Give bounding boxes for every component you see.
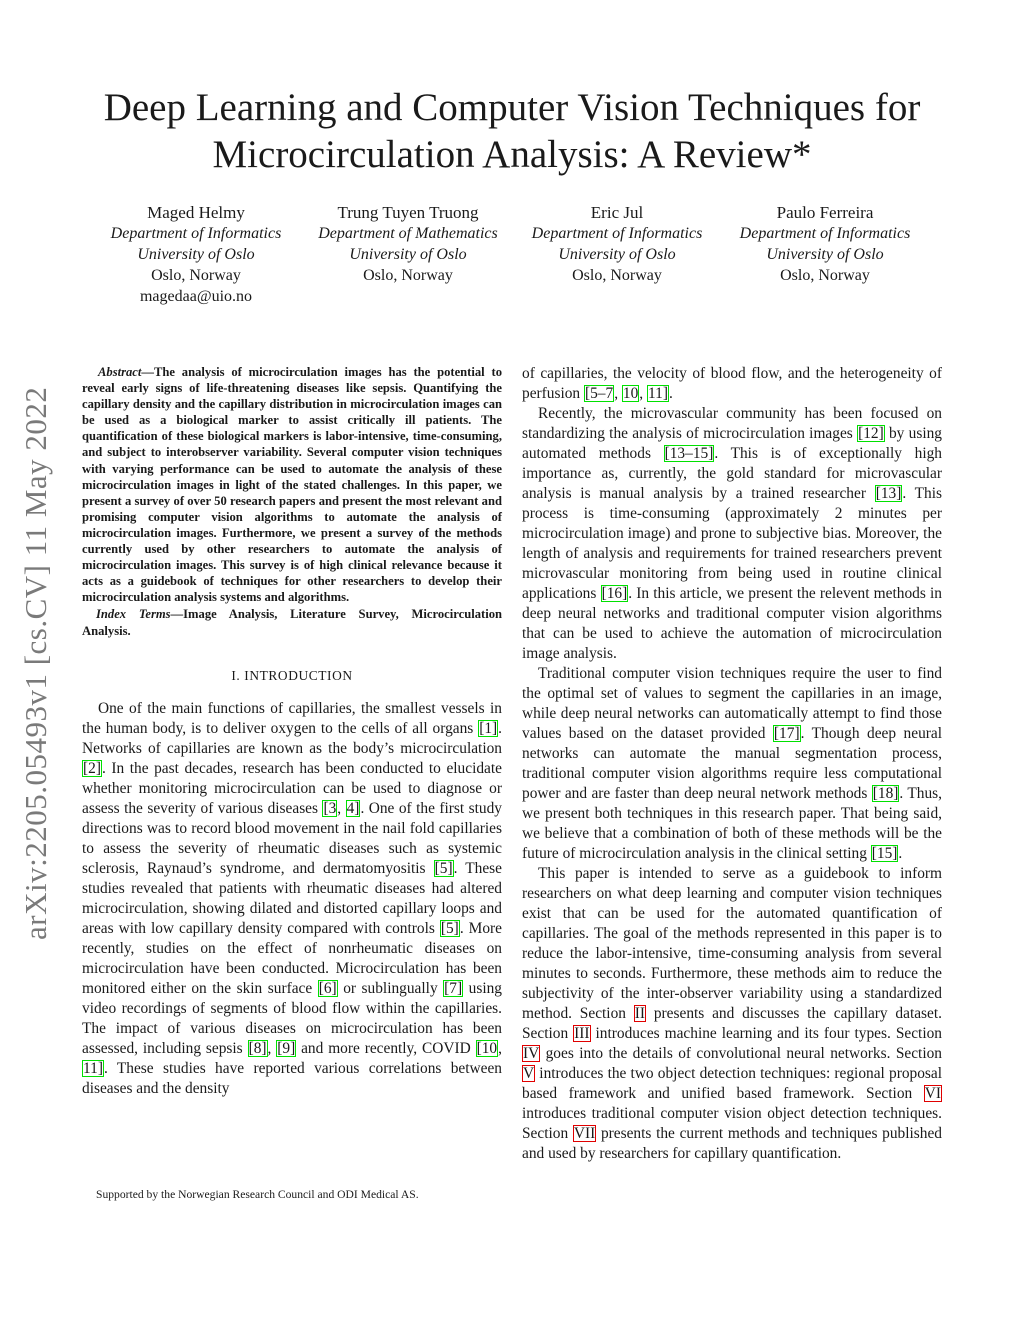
author-block-3 <box>507 202 727 286</box>
text-run: . Though deep neural networks can automate the manual segmentation process, traditional computer vision algorithms require less computational power and are faster than deep neural network methods <box>522 725 942 802</box>
abstract <box>82 364 502 605</box>
title-line-1: Deep Learning and Computer Vision Techniques for <box>103 86 921 129</box>
body-paragraph: of capillaries, the velocity of blood flow, and the heterogeneity of perfusion [5–7, 10, 11]. <box>522 365 942 402</box>
text-run: introduces machine learning and its four types. Section <box>590 1025 942 1042</box>
author-department: Department of Informatics <box>739 225 911 242</box>
intro-paragraph: One of the main functions of capillaries, the smallest vessels in the human body, is to deliver oxygen to the cells of all organs [1]. Networks of capillaries are known as the body’s microcirculation [2]. In the past decades, research has been conducted to elucidate whether monitoring microcirculation can be used to diagnose or assess the severity of various diseases [3, 4]. One of the first study directions was to record blood movement in the nail fold capillaries to assess the severity of rheumatic diseases such as systemic sclerosis, Raynaud’s syndrome, and dermatomyositis [5]. These studies revealed that patients with rheumatic diseases had altered microcirculation, showing dilated and distorted capillary loops and areas with low capillary density compared with controls [5]. More recently, studies on the effect of nonrheumatic diseases on microcirculation have been conducted. Microcirculation has been monitored either on the skin surface [6] or sublingually [7] using video recordings of segments of blood flow within the capillaries. The impact of various diseases on microcirculation has been assessed, including sepsis [8], [9] and more recently, COVID [10, 11]. These studies have reported various correlations between diseases and the density <box>82 699 502 1097</box>
author-location: Oslo, Norway <box>363 267 453 284</box>
citation-link[interactable]: [1] <box>479 719 498 737</box>
abstract-label: Abstract <box>98 365 142 379</box>
author-university: University of Oslo <box>766 246 884 263</box>
citation-link[interactable]: [6] <box>318 979 337 997</box>
citation-link[interactable]: [2] <box>83 759 101 777</box>
text-run: One of the main functions of capillaries, the smallest vessels in the human body, is to deliver oxygen to the cells of all organs <box>82 699 502 737</box>
arxiv-identifier: arXiv:2205.05493v1 [cs.CV] 11 May 2022 <box>18 386 53 940</box>
author-name: Eric Jul <box>590 203 644 222</box>
citation-link[interactable]: [17] <box>773 725 800 742</box>
text-run: . These studies have reported various correlations between diseases and the density <box>82 1059 502 1097</box>
author-name: Trung Tuyen Truong <box>337 203 479 222</box>
text-run: of capillaries, the velocity of blood flow, and the heterogeneity of perfusion <box>522 365 942 402</box>
text-run: Recently, the microvascular community has been focused on standardizing the analysis of microcirculation images <box>522 405 942 442</box>
abstract-text: —The analysis of microcirculation images has the potential to reveal early signs of life-threatening diseases like sepsis. Quantifying the capillary density and the capillary distribution in microcirculation images can be used as a biological marker to assist critically ill patients. The quantification of these biological markers is labor-intensive, time-consuming, and subject to interobserver variability. Several computer vision techniques with varying performance can be used to automate the analysis of these microcirculation images in light of the stated challenges. In this paper, we present a survey of over 50 research papers and present the most relevant and promising computer vision algorithms to automate the analysis of microcirculation images. Furthermore, we present a survey of the methods currently used by other researchers to automate the analysis of microcirculation images. This survey is of high clinical relevance because it acts as a guidebook of techniques for other researchers to develop their microcirculation analysis systems and algorithms. <box>82 365 502 605</box>
citation-link[interactable]: [3 <box>323 799 337 817</box>
citation-link[interactable]: [15] <box>871 845 898 862</box>
text-run: . In the past decades, research has been conducted to elucidate whether monitoring microcirculation can be used to diagnose or assess the severity of various diseases <box>82 759 502 817</box>
author-location: Oslo, Norway <box>151 267 241 284</box>
text-run: using video recordings of segments of blood flow within the capillaries. The impact of various diseases on microcirculation has been assessed, including sepsis <box>82 979 502 1057</box>
citation-link[interactable]: [13–15] <box>664 445 714 462</box>
text-run: . This is of exceptionally high importance as, currently, the gold standard for microvascular analysis is manual analysis by a trained researcher <box>522 445 942 502</box>
left-column <box>82 364 502 1099</box>
index-terms-text: —Image Analysis, Literature Survey, Microcirculation Analysis. <box>82 607 502 638</box>
text-run: . One of the first study directions was to record blood movement in the nail fold capillaries to assess the severity of rheumatic diseases such as systemic sclerosis, Raynaud’s syndrome, and dermatomyositis <box>82 799 502 877</box>
citation-link[interactable]: [5] <box>440 919 459 937</box>
text-run: . This process is time-consuming (approximately 2 minutes per microcirculation image) and prone to subjective bias. Moreover, the length of analysis and requirements for trained researchers prevent microvascular monitoring from being used in routine clinical applications <box>522 485 942 602</box>
text-run: presents the current methods and techniques published and used by researchers for capillary quantification. <box>522 1125 942 1162</box>
text-run: . In this article, we present the relevent methods in deep neural networks and traditional computer vision algorithms that can be used to achieve the automation of microcirculation image analysis. <box>522 585 942 662</box>
author-university: University of Oslo <box>558 246 676 263</box>
text-run: , <box>267 1039 277 1057</box>
section-link[interactable]: II <box>634 1005 646 1022</box>
section-heading-introduction: I. INTRODUCTION <box>231 667 353 683</box>
citation-link[interactable]: [18] <box>872 785 899 802</box>
text-run: presents and discusses the capillary dataset. Section <box>522 1005 942 1042</box>
author-university: University of Oslo <box>137 246 255 263</box>
text-run: and more recently, COVID <box>296 1039 476 1057</box>
citation-link[interactable]: [9] <box>277 1039 296 1057</box>
citation-link[interactable]: 11] <box>648 385 668 402</box>
author-department: Department of Mathematics <box>318 225 498 242</box>
author-block-2 <box>298 202 518 286</box>
text-run: This paper is intended to serve as a guidebook to inform researchers on what deep learning and computer vision techniques exist that can be used for the automated quantification of capillaries. The goal of the methods represented in this paper is to reduce the labor-intensive, time-consuming analysis from several minutes to seconds. Furthermore, these methods aim to reduce the subjectivity of the inter-observer variability using a standardized method. Section <box>522 865 942 1022</box>
citation-link[interactable]: [16] <box>601 585 628 602</box>
paper-title <box>60 84 964 178</box>
citation-link[interactable]: [12] <box>858 425 884 442</box>
text-run: goes into the details of convolutional neural networks. Section <box>540 1045 942 1062</box>
author-email[interactable]: magedaa@uio.no <box>139 288 253 305</box>
text-run: . Thus, we present both techniques in this research paper. That being said, we believe that a combination of both of these methods will be the future of microcirculation analysis in the clinical setting <box>522 785 942 862</box>
index-terms <box>82 606 502 638</box>
citation-link[interactable]: 4] <box>346 799 360 817</box>
index-terms-label: Index Terms <box>96 607 171 622</box>
footnote: Supported by the Norwegian Research Council and ODI Medical AS. <box>96 1188 419 1201</box>
author-department: Department of Informatics <box>110 225 282 242</box>
author-location: Oslo, Norway <box>572 267 662 284</box>
author-university: University of Oslo <box>349 246 467 263</box>
body-paragraph <box>522 664 942 864</box>
section-link[interactable]: V <box>523 1065 535 1082</box>
text-run: . <box>898 845 903 862</box>
text-run: by using automated methods <box>522 425 943 462</box>
section-link[interactable]: VI <box>924 1085 941 1102</box>
body-paragraph <box>522 864 942 1164</box>
citation-link[interactable]: 10 <box>622 385 639 402</box>
citation-link[interactable]: [8] <box>248 1039 267 1057</box>
section-link[interactable]: III <box>574 1025 590 1042</box>
author-block-1 <box>86 202 306 307</box>
citation-link[interactable]: 11] <box>83 1059 103 1077</box>
citation-link[interactable]: [10 <box>476 1039 498 1057</box>
title-line-2: Microcirculation Analysis: A Review* <box>212 133 812 176</box>
author-name: Maged Helmy <box>147 203 245 222</box>
author-name: Paulo Ferreira <box>776 203 874 222</box>
text-run: . More recently, studies on the effect of nonrheumatic diseases on microcirculation have been conducted. Microcirculation has been monitored either on the skin surface <box>82 919 502 997</box>
text-run: Traditional computer vision techniques require the user to find the optimal set of values to segment the capillaries in an image, while deep neural networks can automatically attempt to find those values based on the dataset provided <box>522 665 942 742</box>
text-run: . <box>668 385 673 402</box>
text-run: . These studies revealed that patients with rheumatic diseases had altered microcirculation, showing dilated and distorted capillary loops and areas with low capillary density compared with controls <box>82 859 502 937</box>
author-location: Oslo, Norway <box>780 267 870 284</box>
text-run: introduces the two object detection techniques: regional proposal based framework and unified based framework. Section <box>522 1065 942 1102</box>
text-run: introduces traditional computer vision object detection techniques. Section <box>522 1105 942 1142</box>
author-block-4 <box>715 202 935 286</box>
section-link[interactable]: IV <box>523 1045 540 1062</box>
citation-link[interactable]: [5–7 <box>584 385 614 402</box>
text-run: . Networks of capillaries are known as the body’s microcirculation <box>82 719 502 757</box>
right-column <box>522 364 942 1164</box>
citation-link[interactable]: [13] <box>875 485 902 502</box>
author-department: Department of Informatics <box>531 225 703 242</box>
citation-link[interactable]: [5] <box>434 859 453 877</box>
section-link[interactable]: VII <box>573 1125 596 1142</box>
body-paragraph <box>522 404 942 664</box>
citation-link[interactable]: [7] <box>444 979 463 997</box>
text-run: or sublingually <box>337 979 444 997</box>
